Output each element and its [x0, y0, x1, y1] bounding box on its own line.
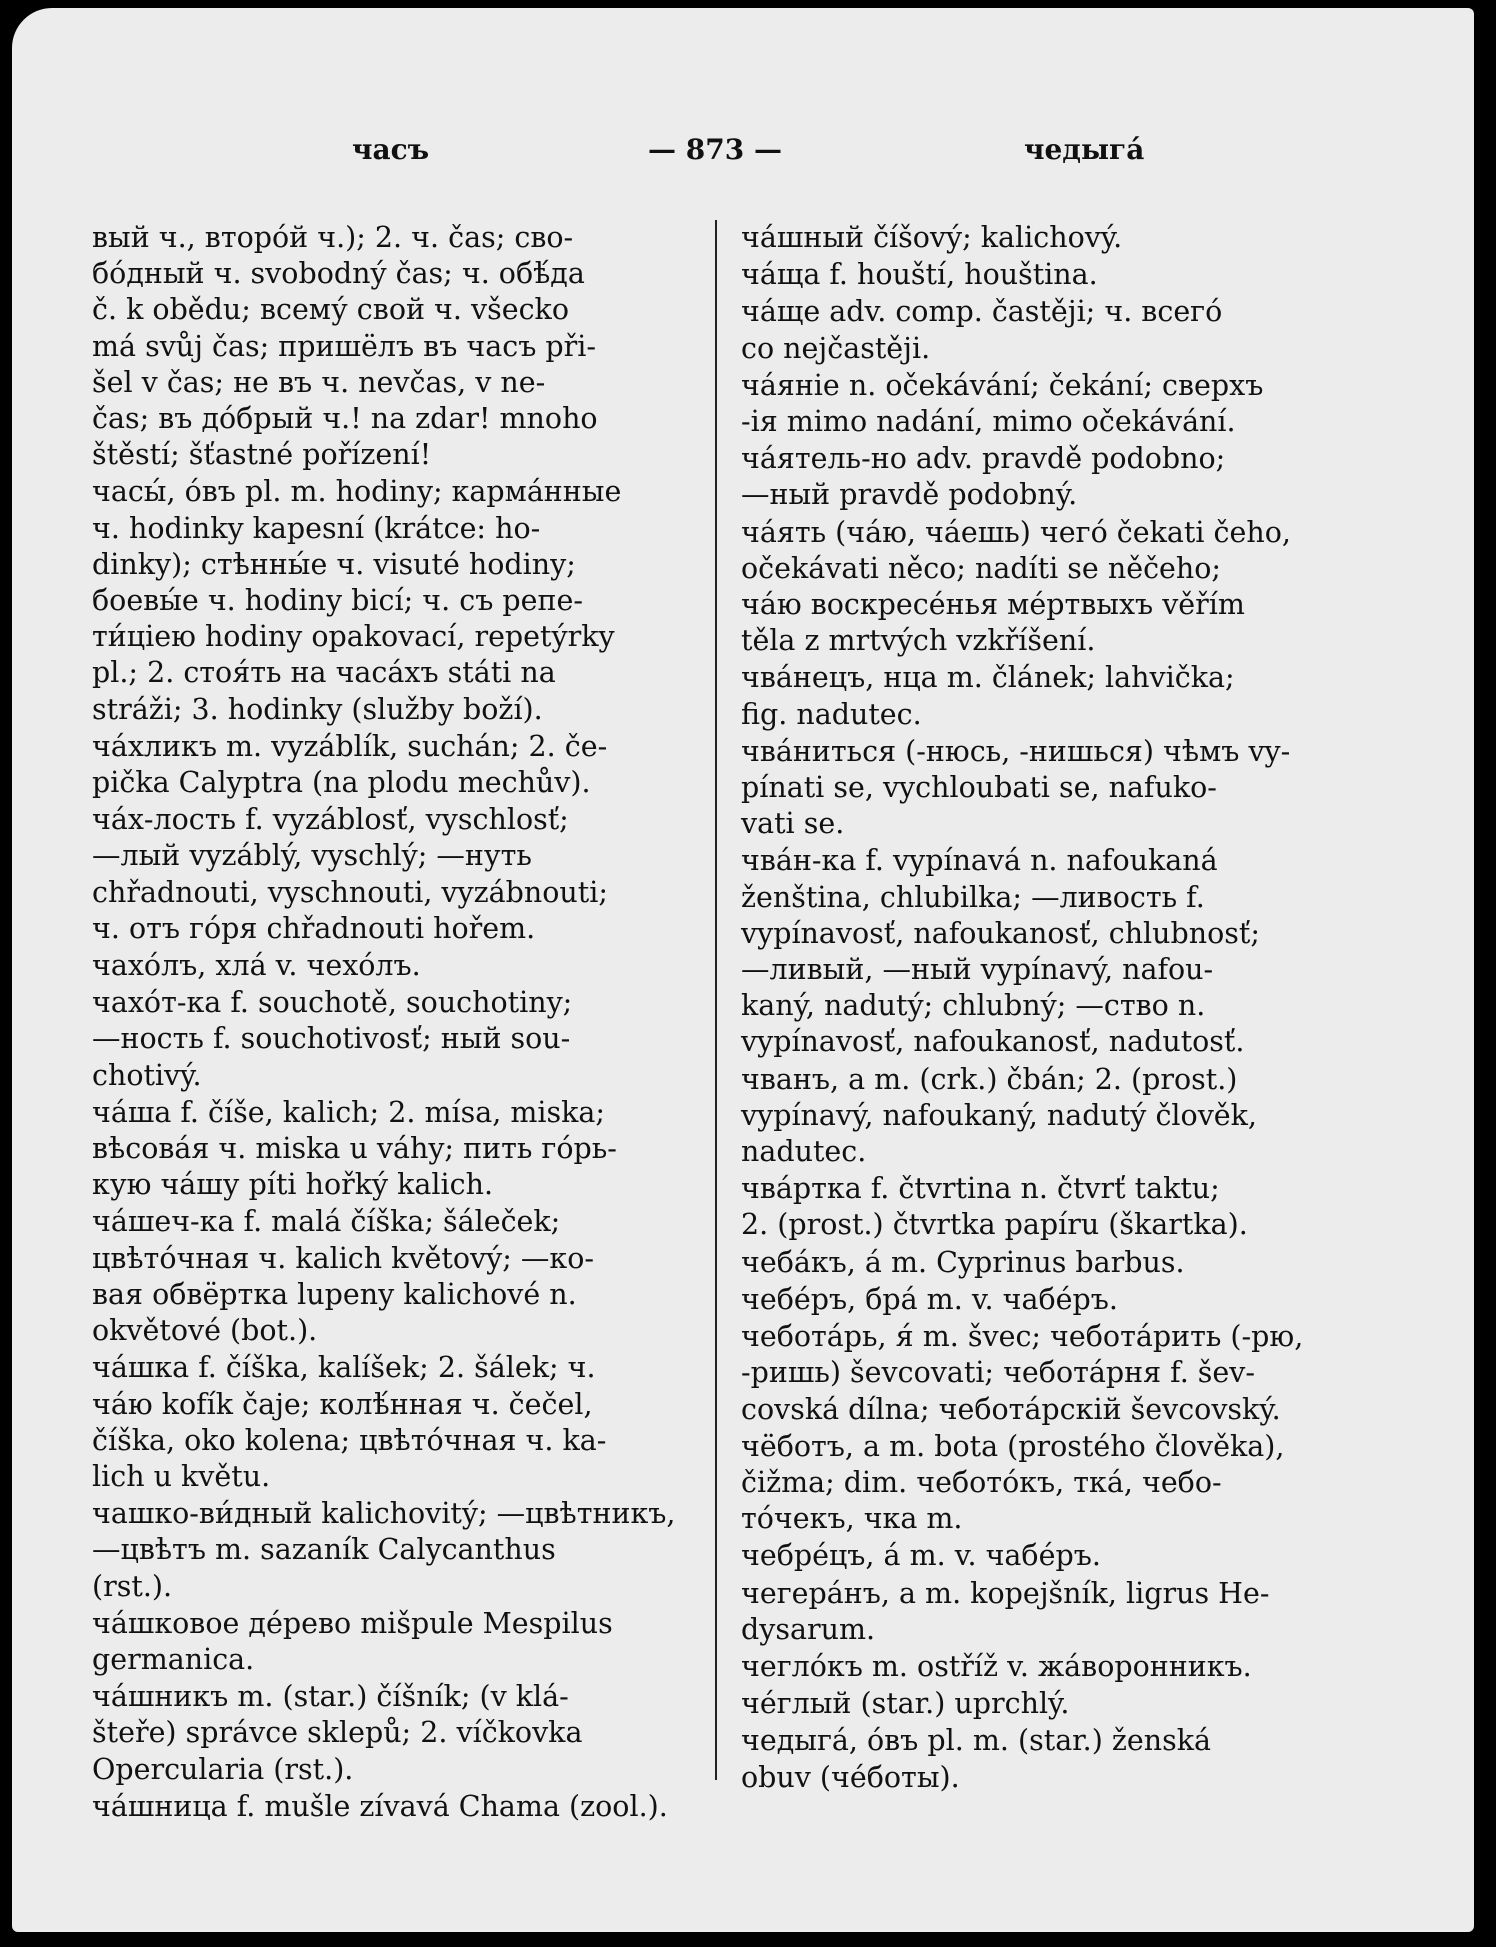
dictionary-entry: ча́шникъ m. (star.) číšník; (v klá- šteře) správce sklepů; 2. víčkovka Opercularia (rst.). — [92, 1680, 583, 1786]
dictionary-entry: чебе́ръ, бра́ m. v. чабе́ръ. — [741, 1282, 1118, 1316]
dictionary-entry: чебота́рь, я́ m. švec; чебота́рить (-рю, -ришь) ševcovati; чебота́рня f. šev- covská dílna; чебота́рскій ševcovský. — [741, 1320, 1304, 1426]
dictionary-entry: часы́, о́въ pl. m. hodiny; карма́нные ч. hodinky kapesní (krátce: ho- dinky); стѣнны́е ч. visuté hodiny; боевы́е ч. hodiny bicí; ч. съ репе- ти́ціею hodiny opakovací, repetýrky pl.; 2. стоя́ть на часа́хъ státi na stráži; 3. hodinky (služby boží). — [92, 475, 622, 726]
dictionary-entry: ча́ща f. houští, houština. — [741, 258, 1098, 292]
page-number: — 873 — — [648, 133, 782, 166]
dictionary-page — [12, 8, 1474, 1932]
left-column — [92, 220, 697, 1826]
dictionary-entry: чва́н-ка f. vypínavá n. nafoukaná ženština, chlubilka; —ливость f. vypínavosť, nafoukanosť, chlubnosť; —ливый, —ный vypínavý, nafou- kaný, nadutý; chlubný; —ство n. vypínavosť, nafoukanosť, nadutosť. — [741, 844, 1260, 1059]
dictionary-entry: чванъ, а m. (crk.) čbán; 2. (prost.) vypínavý, nafoukaný, nadutý člověk, nadutec. — [741, 1062, 1257, 1169]
dictionary-entry: вый ч., второ́й ч.); 2. ч. čas; сво- бо́дный ч. svobodný čas; ч. обѣ́да č. k obědu; всему́ свой ч. všecko má svůj čas; пришёлъ въ часъ při- šel v čas; не въ ч. nevčas, v ne- čas; въ до́брый ч.! na zdar! mnoho štěstí; šťastné pořízení! — [92, 221, 598, 472]
page-header — [12, 133, 1474, 178]
dictionary-entry: ча́ша f. číše, kalich; 2. mísa, miska; вѣсова́я ч. miska u váhy; пить го́рь- кую ча́шу píti hořký kalich. — [92, 1095, 617, 1202]
dictionary-entry: чеглóкъ m. ostříž v. жа́воронникъ. — [741, 1649, 1252, 1683]
header-right-guideword: чедыга́ — [1024, 133, 1145, 166]
dictionary-entry: чедыга́, о́въ pl. m. (star.) ženská obuv (че́боты). — [741, 1724, 1212, 1794]
header-left-guideword: часъ — [352, 133, 430, 166]
dictionary-entry: ча́шница f. mušle zívavá Chama (zool.). — [92, 1789, 668, 1823]
dictionary-entry: ча́шеч-ка f. malá číška; šáleček; цвѣто́чная ч. kalich květový; —ко- вая обвёртка lupeny kalichové n. okvětové (bot.). — [92, 1205, 594, 1348]
dictionary-entry: чёботъ, а m. bota (prostého člověka), čižma; dim. чебото́къ, тка́, чебо- то́чекъ, чка m. — [741, 1429, 1285, 1536]
dictionary-entry: чва́ртка f. čtvrtina n. čtvrť taktu; 2. (prost.) čtvrtka papíru (škartka). — [741, 1172, 1248, 1242]
dictionary-entry: ча́шка f. číška, kalíšek; 2. šálek; ч. ча́ю kofík čaje; колѣ́нная ч. čečel, číška, oko kolena; цвѣто́чная ч. ka- lich u květu. — [92, 1351, 607, 1493]
dictionary-entry: ча́шковое де́рево mišpule Mespilus germanica. — [92, 1606, 613, 1676]
dictionary-entry: чашко-ви́дный kalichovitý; —цвѣтникъ, —цвѣтъ m. sazaník Calycanthus (rst.). — [92, 1497, 676, 1603]
dictionary-entry: ча́ще adv. comp. častěji; ч. всего́ co nejčastěji. — [741, 295, 1223, 365]
dictionary-entry: чва́нецъ, нца m. článek; lahvička; fig. nadutec. — [741, 661, 1235, 731]
dictionary-entry: ча́хликъ m. vyzáblík, suchán; 2. če- pička Calyptra (na plodu mechův). — [92, 729, 608, 800]
right-column — [741, 220, 1358, 1797]
dictionary-entry: чеба́къ, а́ m. Cyprinus barbus. — [741, 1245, 1185, 1279]
dictionary-entry: че́глый (star.) uprchlý. — [741, 1687, 1070, 1721]
dictionary-entry: чегера́нъ, а m. kopejšník, ligrus He- dysarum. — [741, 1576, 1270, 1646]
dictionary-entry: ча́шный číšový; kalichový. — [741, 221, 1123, 254]
dictionary-entry: ча́яніе n. očekávání; čekání; сверхъ -ія mimo nadání, mimo očekávání. — [741, 368, 1264, 439]
dictionary-entry: чебре́цъ, а́ m. v. чабе́ръ. — [741, 1539, 1101, 1573]
dictionary-entry: чахо́лъ, хла́ v. чехо́лъ. — [92, 949, 421, 983]
dictionary-entry: ча́ять (ча́ю, ча́ешь) чего́ čekati čeho, očekávati něco; nadíti se něčeho; ча́ю воскресе́нья ме́ртвыхъ věřím těla z mrtvých vzkříšení. — [741, 515, 1291, 658]
column-divider — [715, 220, 717, 1780]
dictionary-entry: чахо́т-ка f. souchotě, souchotiny; —ность f. souchotivosť; ный sou- chotivý. — [92, 986, 573, 1092]
dictionary-entry: ча́х-лость f. vyzáblosť, vyschlosť; —лый vyzáblý, vyschlý; —нуть chřadnouti, vyschnouti, vyzábnouti; ч. отъ го́ря chřadnouti hořem. — [92, 803, 608, 945]
dictionary-entry: ча́ятель-но adv. pravdě podobno; —ный pravdě podobný. — [741, 442, 1226, 512]
dictionary-entry: чва́ниться (-нюсь, -нишься) чѣмъ vy- pínati se, vychloubati se, nafuko- vati se. — [741, 734, 1291, 841]
